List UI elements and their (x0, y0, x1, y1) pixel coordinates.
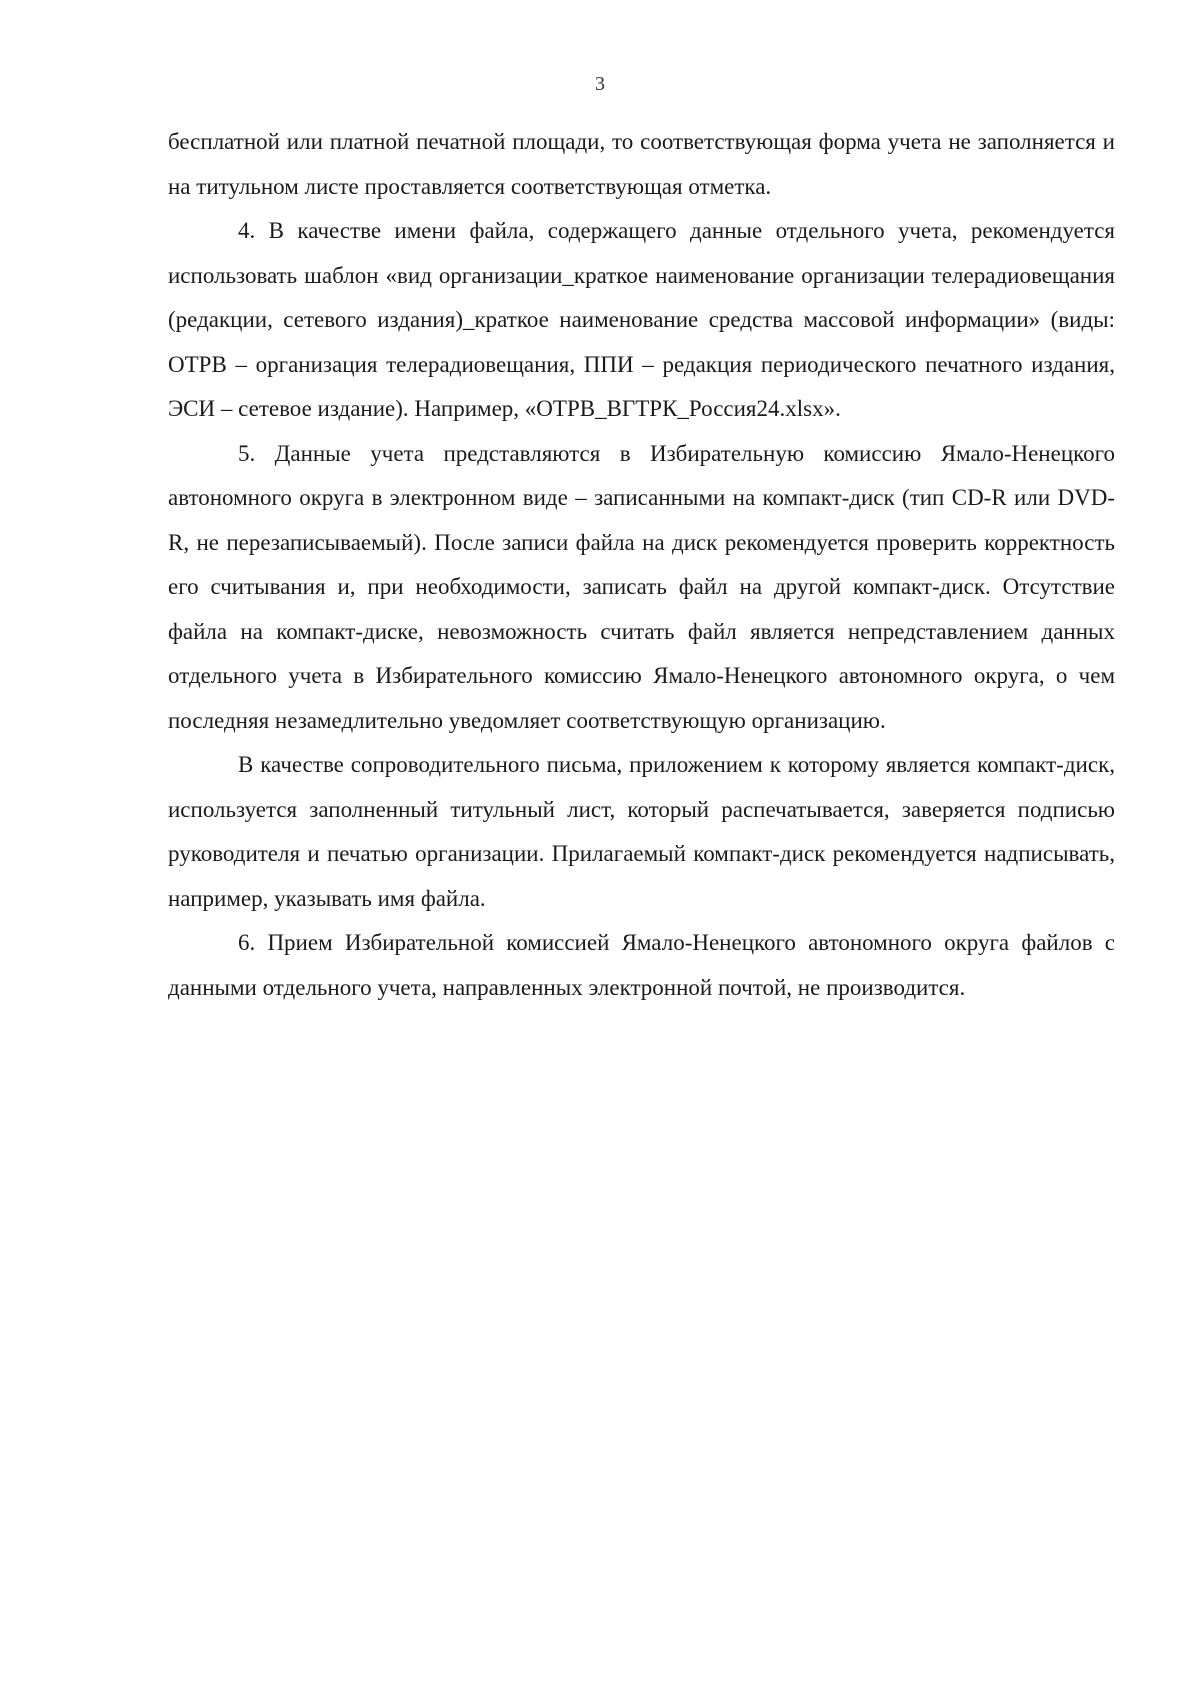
paragraph-item-6: 6. Прием Избирательной комиссией Ямало-Ненецкого автономного округа файлов с данными отдельного учета, направленных электронной почтой, не производится. (168, 930, 1115, 1000)
page-number: 3 (595, 73, 605, 95)
paragraph-cover-letter: В качестве сопроводительного письма, приложением к которому является компакт-диск, используется заполненный титульный лист, который распечатывается, заверяется подписью руководителя и печатью организации. Прилагаемый компакт-диск рекомендуется надписывать, например, указывать имя файла. (168, 752, 1115, 911)
document-body (168, 120, 1115, 1010)
paragraph-item-4: 4. В качестве имени файла, содержащего данные отдельного учета, рекомендуется использовать шаблон «вид организации_краткое наименование организации телерадиовещания (редакции, сетевого издания)_краткое наименование средства массовой информации» (виды: ОТРВ – организация телерадиовещания, ППИ – редакция периодического печатного издания, ЭСИ – сетевое издание). Например, «ОТРВ_ВГТРК_Россия24.xlsx». (168, 218, 1115, 421)
paragraph-continuation: бесплатной или платной печатной площади, то соответствующая форма учета не заполняется и на титульном листе проставляется соответствующая отметка. (168, 129, 1115, 199)
paragraph-item-5: 5. Данные учета представляются в Избирательную комиссию Ямало-Ненецкого автономного округа в электронном виде – записанными на компакт-диск (тип CD-R или DVD-R, не перезаписываемый). После записи файла на диск рекомендуется проверить корректность его считывания и, при необходимости, записать файл на другой компакт-диск. Отсутствие файла на компакт-диске, невозможность считать файл является непредставлением данных отдельного учета в Избирательного комиссию Ямало-Ненецкого автономного округа, о чем последняя незамедлительно уведомляет соответствующую организацию. (168, 440, 1115, 733)
